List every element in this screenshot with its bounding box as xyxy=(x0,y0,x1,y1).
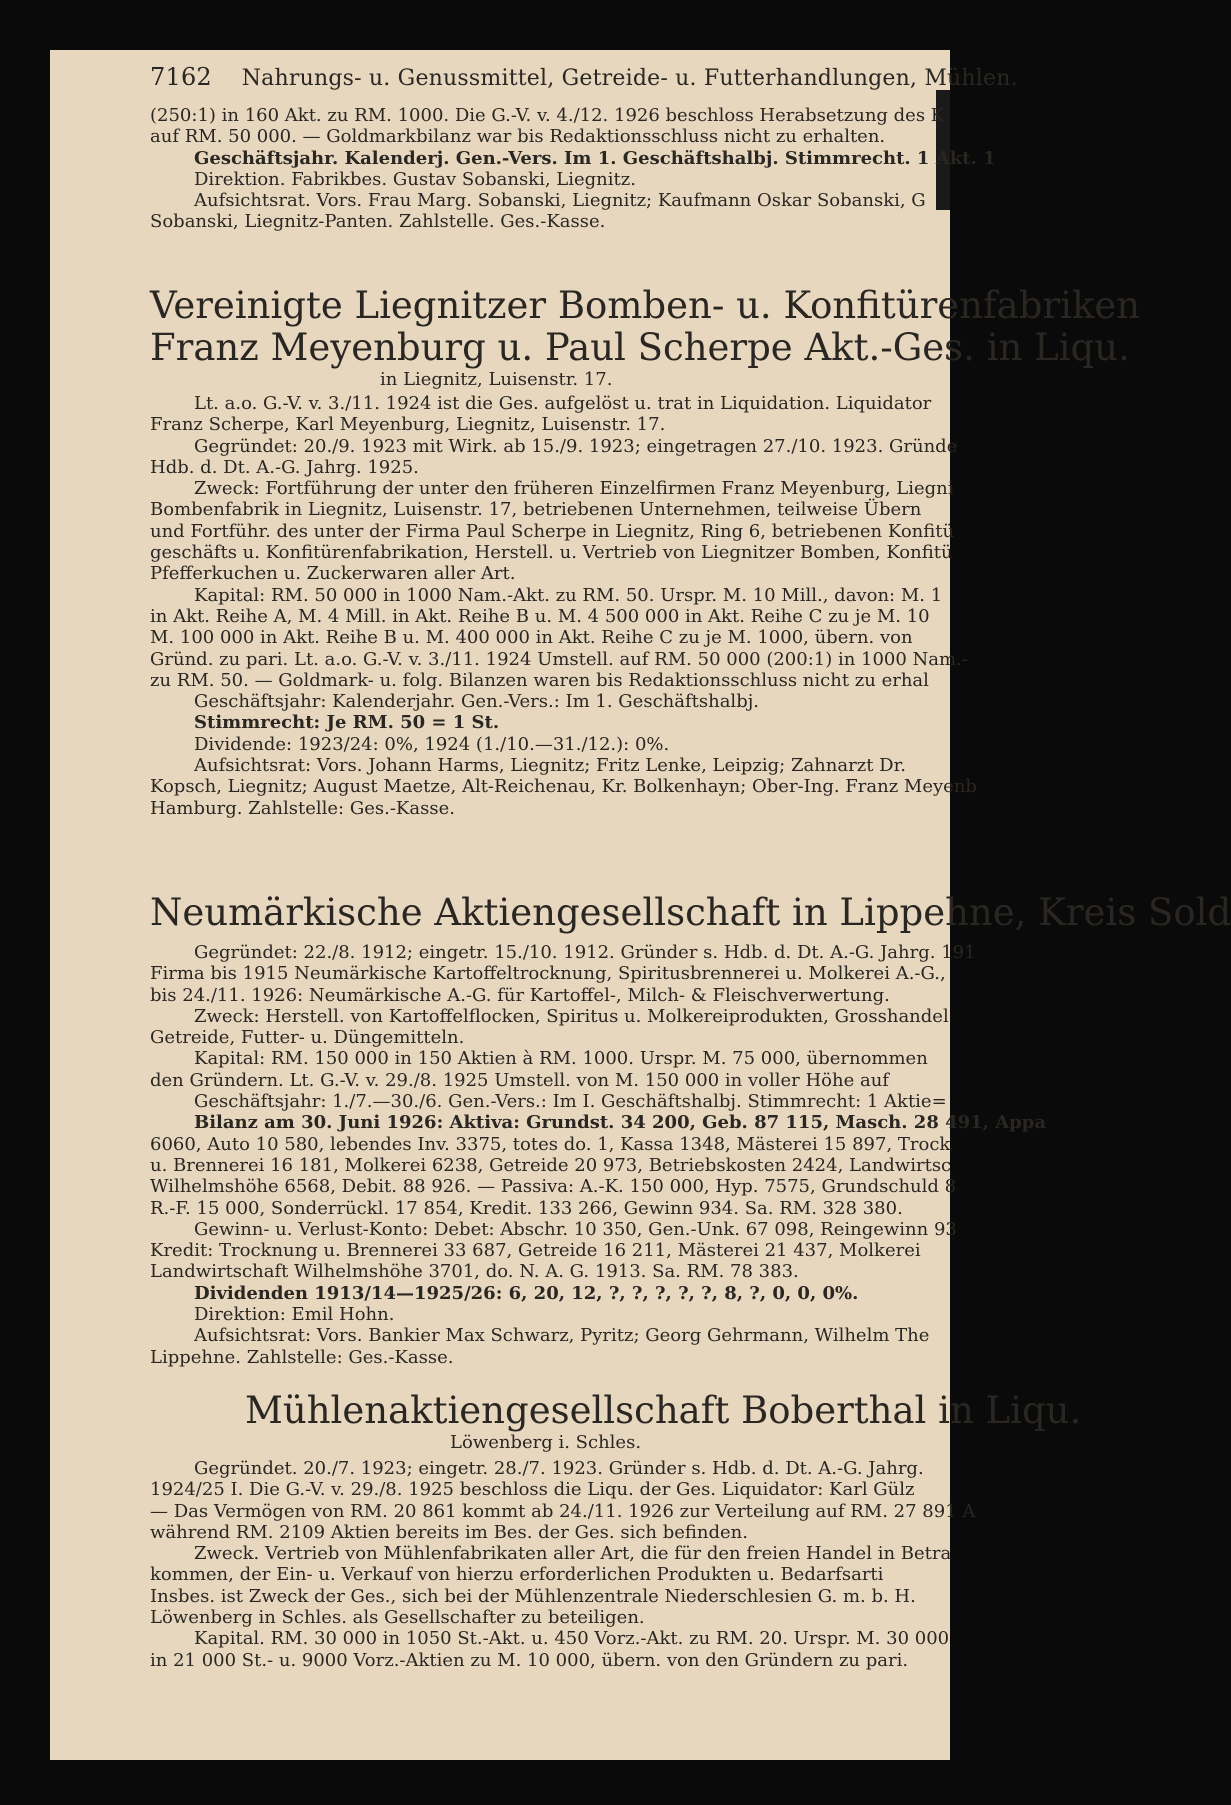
text-line: Bilanz am 30. Juni 1926: Aktiva: Grundst. 34 200, Geb. 87 115, Masch. 28 491, Appa xyxy=(194,1112,1047,1134)
text-line: bis 24./11. 1926: Neumärkische A.-G. für Kartoffel-, Milch- & Fleischverwertung. xyxy=(150,984,890,1006)
text-line: während RM. 2109 Aktien bereits im Bes. der Ges. sich befinden. xyxy=(150,1521,748,1543)
text-line: Geschäftsjahr: Kalenderjahr. Gen.-Vers.: Im 1. Geschäftshalbj. xyxy=(194,691,760,713)
text-line: Dividende: 1923/24: 0%, 1924 (1./10.—31./12.): 0%. xyxy=(194,733,670,755)
text-line: 1924/25 I. Die G.-V. v. 29./8. 1925 beschloss die Liqu. der Ges. Liquidator: Karl Gülz xyxy=(150,1479,915,1501)
text-line: Zweck. Vertrieb von Mühlenfabrikaten aller Art, die für den freien Handel in Betra xyxy=(194,1543,952,1565)
entry3-body xyxy=(150,1458,976,1671)
text-line: Dividenden 1913/14—1925/26: 6, 20, 12, ?, ?, ?, ?, ?, 8, ?, 0, 0, 0%. xyxy=(194,1282,859,1304)
text-line: Gewinn- u. Verlust-Konto: Debet: Abschr. 10 350, Gen.-Unk. 67 098, Reingewinn 93 xyxy=(194,1218,957,1240)
text-line: Geschäftsjahr: 1./7.—30./6. Gen.-Vers.: Im I. Geschäftshalbj. Stimmrecht: 1 Aktie= xyxy=(194,1091,947,1113)
text-line: Sobanski, Liegnitz-Panten. Zahlstelle. Ges.-Kasse. xyxy=(150,211,606,233)
entry-boberthal xyxy=(150,1389,1082,1454)
text-line: Landwirtschaft Wilhelmshöhe 3701, do. N. A. G. 1913. Sa. RM. 78 383. xyxy=(150,1261,799,1283)
text-line: Geschäftsjahr. Kalenderj. Gen.-Vers. Im 1. Geschäftshalbj. Stimmrecht. 1 Akt. 1 xyxy=(194,147,996,169)
text-line: Lippehne. Zahlstelle: Ges.-Kasse. xyxy=(150,1346,454,1368)
text-line: Wilhelmshöhe 6568, Debit. 88 926. — Passiva: A.-K. 150 000, Hyp. 7575, Grundschuld 8 xyxy=(150,1176,957,1198)
text-line: Löwenberg in Schles. als Gesellschafter zu beteiligen. xyxy=(150,1607,645,1629)
text-line: Firma bis 1915 Neumärkische Kartoffeltrocknung, Spiritusbrennerei u. Molkerei A.-G., xyxy=(150,963,946,985)
text-line: Kapital: RM. 50 000 in 1000 Nam.-Akt. zu RM. 50. Urspr. M. 10 Mill., davon: M. 1 xyxy=(194,584,943,606)
text-line: Zweck: Fortführung der unter den früheren Einzelfirmen Franz Meyenburg, Liegni xyxy=(194,478,954,500)
text-line: R.-F. 15 000, Sonderrückl. 17 854, Kredit. 133 266, Gewinn 934. Sa. RM. 328 380. xyxy=(150,1197,903,1219)
text-line: und Fortführ. des unter der Firma Paul Scherpe in Liegnitz, Ring 6, betriebenen Konfitü xyxy=(150,520,955,542)
entry-location: Löwenberg i. Schles. xyxy=(450,1432,642,1453)
text-line: Direktion: Emil Hohn. xyxy=(194,1304,395,1326)
text-line: Stimmrecht: Je RM. 50 = 1 St. xyxy=(194,712,500,734)
text-line: geschäfts u. Konfitürenfabrikation, Herstell. u. Vertrieb von Liegnitzer Bomben, Konfitü xyxy=(150,542,953,564)
text-line: (250:1) in 160 Akt. zu RM. 1000. Die G.-V. v. 4./12. 1926 beschloss Herabsetzung des K xyxy=(150,105,945,126)
text-line: Kapital. RM. 30 000 in 1050 St.-Akt. u. 450 Vorz.-Akt. zu RM. 20. Urspr. M. 30 000 xyxy=(194,1628,950,1650)
text-line: in 21 000 St.- u. 9000 Vorz.-Aktien zu M. 10 000, übern. von den Gründern zu pari. xyxy=(150,1649,909,1671)
text-line: 6060, Auto 10 580, lebendes Inv. 3375, totes do. 1, Kassa 1348, Mästerei 15 897, Trock xyxy=(150,1133,951,1155)
text-line: Franz Scherpe, Karl Meyenburg, Liegnitz, Luisenstr. 17. xyxy=(150,414,666,436)
text-line: Lt. a.o. G.-V. v. 3./11. 1924 ist die Ges. aufgelöst u. trat in Liquidation. Liquidator xyxy=(194,393,932,414)
text-line: Kopsch, Liegnitz; August Maetze, Alt-Reichenau, Kr. Bolkenhayn; Ober-Ing. Franz Meyenb xyxy=(150,776,977,798)
text-line: — Das Vermögen von RM. 20 861 kommt ab 24./11. 1926 zur Verteilung auf RM. 27 891 A xyxy=(150,1500,976,1522)
entry-location: in Liegnitz, Luisenstr. 17. xyxy=(380,369,613,390)
text-line: Aufsichtsrat: Vors. Johann Harms, Liegnitz; Fritz Lenke, Leipzig; Zahnarzt Dr. xyxy=(194,755,906,777)
entry-liegnitzer-bomben xyxy=(150,284,1141,391)
text-line: Bombenfabrik in Liegnitz, Luisenstr. 17, betriebenen Unternehmen, teilweise Übern xyxy=(150,499,922,521)
intro-block xyxy=(150,105,996,233)
text-line: M. 100 000 in Akt. Reihe B u. M. 400 000 in Akt. Reihe C zu je M. 1000, übern. von xyxy=(150,627,913,649)
text-line: Gegründet: 20./9. 1923 mit Wirk. ab 15./9. 1923; eingetragen 27./10. 1923. Gründe xyxy=(194,435,958,457)
text-line: zu RM. 50. — Goldmark- u. folg. Bilanzen waren bis Redaktionsschluss nicht zu erhal xyxy=(150,669,929,691)
page-number: 7162 xyxy=(150,63,212,91)
text-line: Getreide, Futter- u. Düngemitteln. xyxy=(150,1027,465,1049)
entry2-body xyxy=(150,942,1047,1368)
text-line: Gegründet: 22./8. 1912; eingetr. 15./10. 1912. Gründer s. Hdb. d. Dt. A.-G. Jahrg. 191 xyxy=(194,942,976,963)
text-line: Gründ. zu pari. Lt. a.o. G.-V. v. 3./11. 1924 Umstell. auf RM. 50 000 (200:1) in 1000 Nam.- xyxy=(150,648,968,670)
text-line: den Gründern. Lt. G.-V. v. 29./8. 1925 Umstell. von M. 150 000 in voller Höhe auf xyxy=(150,1069,889,1091)
entry-title: Mühlenaktiengesellschaft Boberthal in Liqu. xyxy=(245,1389,1082,1432)
entry-title: Neumärkische Aktiengesellschaft in Lippehne, Kreis Sold xyxy=(150,891,1231,934)
text-line: Aufsichtsrat. Vors. Frau Marg. Sobanski, Liegnitz; Kaufmann Oskar Sobanski, G xyxy=(194,190,926,212)
text-line: Kapital: RM. 150 000 in 150 Aktien à RM. 1000. Urspr. M. 75 000, übernommen xyxy=(194,1048,928,1070)
text-line: u. Brennerei 16 181, Molkerei 6238, Getreide 20 973, Betriebskosten 2424, Landwirtsc xyxy=(150,1154,952,1176)
text-line: Insbes. ist Zweck der Ges., sich bei der Mühlenzentrale Niederschlesien G. m. b. H. xyxy=(150,1585,916,1607)
text-line: Hdb. d. Dt. A.-G. Jahrg. 1925. xyxy=(150,456,419,478)
text-line: in Akt. Reihe A, M. 4 Mill. in Akt. Reihe B u. M. 4 500 000 in Akt. Reihe C zu je M. 10 xyxy=(150,605,930,627)
text-line: Direktion. Fabrikbes. Gustav Sobanski, Liegnitz. xyxy=(194,168,636,190)
text-line: auf RM. 50 000. — Goldmarkbilanz war bis Redaktionsschluss nicht zu erhalten. xyxy=(150,126,886,148)
entry-neumaerkische xyxy=(150,891,1231,934)
entry-title: Franz Meyenburg u. Paul Scherpe Akt.-Ges. in Liqu. xyxy=(150,326,1130,369)
entry-title: Vereinigte Liegnitzer Bomben- u. Konfitürenfabriken xyxy=(150,284,1141,327)
text-line: Pfefferkuchen u. Zuckerwaren aller Art. xyxy=(150,563,516,585)
text-line: Aufsichtsrat: Vors. Bankier Max Schwarz, Pyritz; Georg Gehrmann, Wilhelm The xyxy=(194,1325,930,1347)
text-line: Zweck: Herstell. von Kartoffelflocken, Spiritus u. Molkereiprodukten, Grosshandel xyxy=(194,1005,949,1027)
document-page xyxy=(50,50,1231,1760)
running-header xyxy=(150,63,1018,91)
text-line: Kredit: Trocknung u. Brennerei 33 687, Getreide 16 211, Mästerei 21 437, Molkerei xyxy=(150,1240,921,1262)
running-title: Nahrungs- u. Genussmittel, Getreide- u. Futterhandlungen, Mühlen. xyxy=(241,66,1018,91)
entry1-body xyxy=(150,393,977,819)
text-line: Hamburg. Zahlstelle: Ges.-Kasse. xyxy=(150,797,455,819)
text-line: Gegründet. 20./7. 1923; eingetr. 28./7. 1923. Gründer s. Hdb. d. Dt. A.-G. Jahrg. xyxy=(194,1458,924,1479)
text-line: kommen, der Ein- u. Verkauf von hierzu erforderlichen Produkten u. Bedarfsarti xyxy=(150,1564,884,1586)
